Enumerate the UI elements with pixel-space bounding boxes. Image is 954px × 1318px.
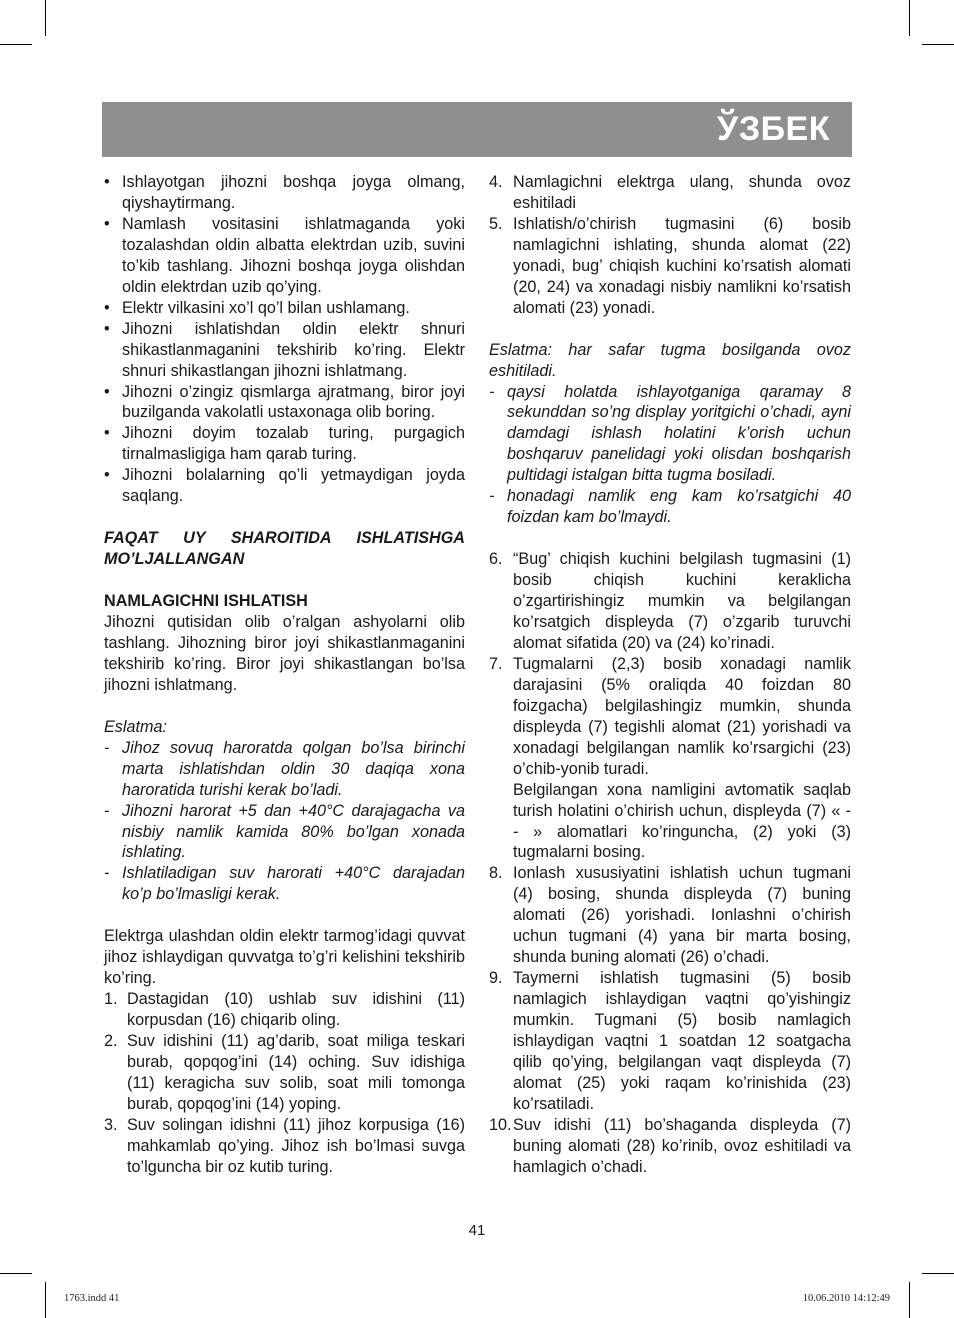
instruction-step: 9. Taymerni ishlatish tugmasini (5) bosib namlagich ishlaydigan vaqtni qo’yishingiz mumkin. Tugmani (5) bosib namlagich ishlaydigan vaqtni 1 soatdan 12 soatgacha qilib qo’ying, belgilangan vaqt displeyda (7) alomat (25) yoki raqam ko’rinishida (23) ko’rsatiladi. bbox=[489, 969, 851, 1113]
note-text: Eslatma: har safar tugma bosilganda ovoz eshitiladi. bbox=[489, 340, 851, 380]
instruction-step: 5. Ishlatish/o’chirish tugmasini (6) bosib namlagichni ishlating, shunda alomat (22) yonadi, bug’ chiqish kuchini ko’rsatish alomati (20, 24) va xonadagi nisbiy namlikni ko’rsatish alomati (23) yonadi. bbox=[489, 214, 851, 317]
safety-bullet: • Jihozni o’zingiz qismlarga ajratmang, biror joyi buzilganda vakolatli ustaxonaga olib boring. bbox=[104, 382, 465, 422]
note-item: - Jihoz sovuq haroratda qolgan bo’lsa birinchi marta ishlatishdan oldin 30 daqiqa xona haroratida turishi kerak bo’ladi. bbox=[104, 738, 465, 799]
crop-mark bbox=[922, 44, 954, 45]
note-item: - Ishlatiladigan suv harorati +40°C darajadan ko’p bo’lmasligi kerak. bbox=[104, 864, 465, 904]
instruction-step: 7. Tugmalarni (2,3) bosib xonadagi namlik darajasini (5% oraliqda 40 foizdan 80 foizgacha) belgilashingiz mumkin, shunda displeyda (7) tegishli alomat (21) yorishadi va xonadagi belgilangan namlik ko’rsargichi (23) o’chib-yonib turadi. bbox=[489, 654, 851, 778]
banner-title: ЎЗБЕК bbox=[717, 110, 830, 148]
usage-heading: NAMLAGICHNI ISHLATISH bbox=[104, 592, 308, 611]
page-number: 41 bbox=[468, 1222, 486, 1239]
crop-mark bbox=[0, 44, 32, 45]
right-column bbox=[489, 172, 851, 1178]
crop-mark bbox=[909, 1282, 910, 1318]
voltage-check-text: Elektrga ulashdan oldin elektr tarmog’idagi quvvat jihoz ishlaydigan quvvatga to’g’ri kelishini tekshirib ko’ring. bbox=[104, 927, 465, 988]
safety-bullet: • Ishlayotgan jihozni boshqa joyga olmang, qiyshaytirmang. bbox=[104, 173, 465, 212]
instruction-step: 1. Dastagidan (10) ushlab suv idishini (11) korpusdan (16) chiqarib oling. bbox=[104, 990, 465, 1030]
instruction-step: 3. Suv solingan idishni (11) jihoz korpusiga (16) mahkamlab qo’ying. Jihoz ish bo’lmasi suvga to’lguncha bir oz kutib turing. bbox=[104, 1115, 465, 1176]
safety-bullet: • Namlash vositasini ishlatmaganda yoki tozalashdan oldin albatta elektrdan uzib, suvini to’kib tashlang. Jihozni boshqa joyga olishdan oldin elektrdan uzib qo’ying. bbox=[104, 214, 465, 296]
instruction-step: 8. Ionlash xususiyatini ishlatish uchun tugmani (4) bosing, shunda displeyda (7) buning alomati (26) yorishadi. Ionlashni o’chirish uchun tugmani (4) yana bir marta bosing, shunda buning alomati (26) o’chadi. bbox=[489, 864, 851, 967]
crop-mark bbox=[45, 1282, 46, 1318]
language-banner bbox=[102, 102, 852, 157]
crop-mark bbox=[45, 0, 46, 36]
step-continuation: Belgilangan xona namligini avtomatik saqlab turish holatini o’chirish uchun, displeyda (7) « - - » alomatlari ko’ringuncha, (2) yoki (3) tugmalarni bosing. bbox=[513, 780, 851, 862]
crop-mark bbox=[0, 1273, 32, 1274]
note-item: - honadagi namlik eng kam ko’rsatgichi 40 foizdan kam bo’lmaydi. bbox=[489, 487, 851, 527]
note-label: Eslatma: bbox=[104, 717, 167, 736]
safety-bullet: • Elektr vilkasini xo’l qo’l bilan ushlamang. bbox=[104, 298, 410, 317]
safety-bullet: • Jihozni ishlatishdan oldin elektr shnuri shikastlanmaganini tekshirib ko’ring. Elektr shnuri shikastlangan jihozni ishlatmang. bbox=[104, 319, 465, 380]
timestamp-slug: 10.06.2010 14:12:49 bbox=[802, 1293, 890, 1304]
note-item: - qaysi holatda ishlayotganiga qaramay 8 sekunddan so’ng display yoritgichi o’chadi, ayni damdagi ishlash holatini k’orish uchun boshqaruv panelidagi yoki olisdan boshqarish pultidagi istalgan bitta tugma bosiladi. bbox=[489, 382, 851, 485]
file-name-slug: 1763.indd 41 bbox=[64, 1293, 120, 1304]
household-use-heading: FAQAT UY SHAROITIDA ISHLATISHGA MO’LJALLANGAN bbox=[104, 529, 465, 569]
safety-bullet: • Jihozni doyim tozalab turing, purgagich tirnalmasligiga ham qarab turing. bbox=[104, 424, 465, 464]
instruction-step: 10. Suv idishi (11) bo’shaganda displeyda (7) buning alomati (28) ko’rinib, ovoz eshitiladi va hamlagich o’chadi. bbox=[489, 1115, 851, 1176]
instruction-step: 6. “Bug’ chiqish kuchini belgilash tugmasini (1) bosib chiqish kuchini keraklicha o’zgartirishingiz mumkin va belgilangan ko’rsatgich displeyda (7) o’zgarib turuvchi alomat sifatida (20) va (24) ko’rinadi. bbox=[489, 550, 851, 652]
left-column bbox=[104, 172, 465, 1178]
usage-intro: Jihozni qutisidan olib o’ralgan ashyolarni olib tashlang. Jihozning biror joyi shikastlanmaganini tekshirib ko’ring. Biror joyi shikastlangan bo’lsa jihozni ishlatmang. bbox=[104, 612, 465, 694]
crop-mark bbox=[909, 0, 910, 36]
safety-bullet: • Jihozni bolalarning qo’li yetmaydigan joyda saqlang. bbox=[104, 466, 465, 506]
note-item: - Jihozni harorat +5 dan +40°C darajagacha va nisbiy namlik kamida 80% bo’lgan xonada ishlating. bbox=[104, 801, 465, 862]
instruction-step: 4. Namlagichni elektrga ulang, shunda ovoz eshitiladi bbox=[489, 173, 851, 212]
crop-mark bbox=[922, 1273, 954, 1274]
instruction-step: 2. Suv idishini (11) ag’darib, soat miliga teskari burab, qopqog’ini (14) oching. Suv idishiga (11) keragicha suv solib, soat mili tomonga burab, qopqog’ini (14) yoping. bbox=[104, 1032, 465, 1113]
